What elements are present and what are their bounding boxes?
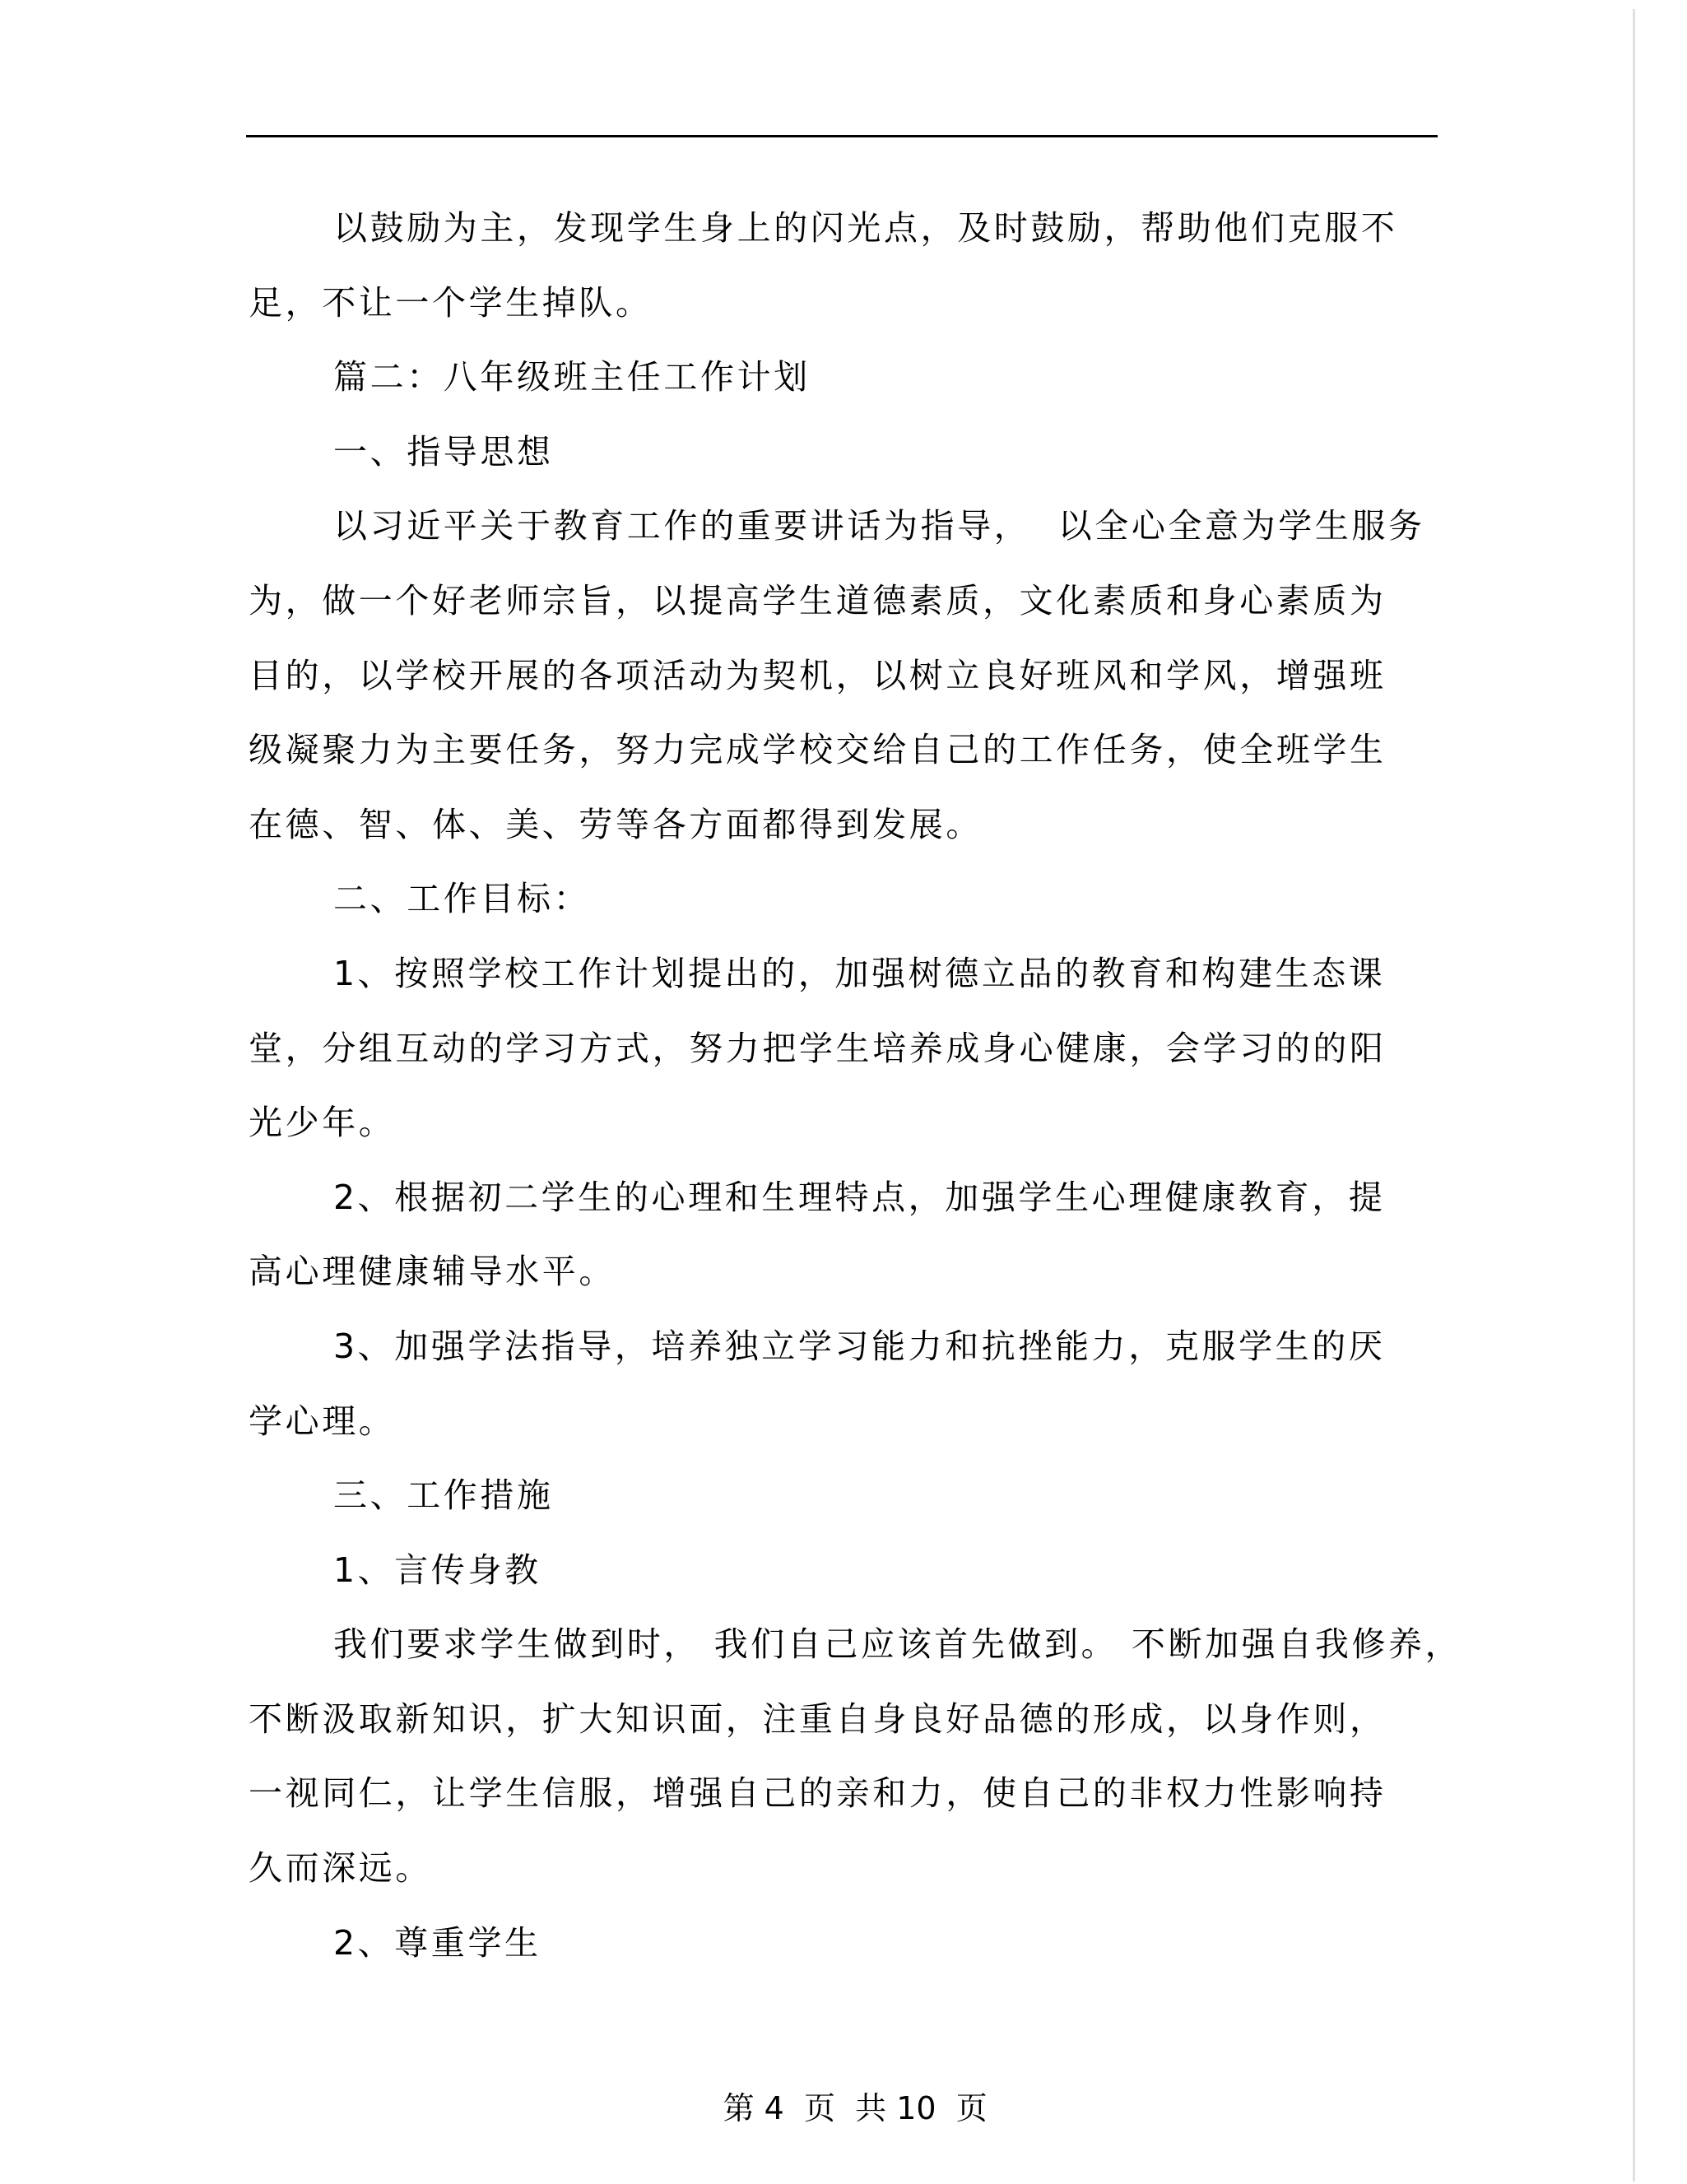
heading-guiding-ideology: 一、指导思想 xyxy=(333,431,554,472)
paragraph-line: 我们要求学生做到时， 我们自己应该首先做到。 不断加强自我修养， xyxy=(333,1624,1462,1665)
list-item-line: 2、根据初二学生的心理和生理特点，加强学生心理健康教育，提 xyxy=(333,1177,1386,1217)
section-title: 篇二：八年级班主任工作计划 xyxy=(333,357,811,397)
paragraph-line: 为，做一个好老师宗旨，以提高学生道德素质，文化素质和身心素质为 xyxy=(249,580,1387,620)
list-item-line: 学心理。 xyxy=(249,1401,396,1441)
heading-work-measures: 三、工作措施 xyxy=(333,1475,554,1516)
paragraph-line: 久而深远。 xyxy=(249,1848,432,1889)
paragraph-line: 级凝聚力为主要任务，努力完成学校交给自己的工作任务，使全班学生 xyxy=(249,730,1387,770)
list-item-line: 1、按照学校工作计划提出的，加强树德立品的教育和构建生态课 xyxy=(333,953,1386,993)
page-footer xyxy=(0,2044,1687,2172)
subheading-lead-by-example: 1、言传身教 xyxy=(333,1550,541,1590)
list-item-line: 堂，分组互动的学习方式，努力把学生培养成身心健康，会学习的的阳 xyxy=(249,1028,1387,1068)
document-body xyxy=(249,201,1462,1990)
paragraph-line: 在德、智、体、美、劳等各方面都得到发展。 xyxy=(249,804,983,844)
paragraph-line: 以鼓励为主，发现学生身上的闪光点，及时鼓励，帮助他们克服不 xyxy=(333,208,1398,248)
paragraph-line: 足，不让一个学生掉队。 xyxy=(249,282,653,323)
page-edge-divider xyxy=(1633,9,1635,2182)
header-rule xyxy=(246,135,1438,137)
paragraph-line: 以习近平关于教育工作的重要讲话为指导， 以全心全意为学生服务 xyxy=(333,506,1425,546)
paragraph-line: 不断汲取新知识，扩大知识面，注重自身良好品德的形成，以身作则， xyxy=(249,1698,1387,1739)
page-number-label: 第 4 页 共 10 页 xyxy=(723,2090,988,2126)
list-item-line: 3、加强学法指导，培养独立学习能力和抗挫能力，克服学生的厌 xyxy=(333,1326,1386,1366)
paragraph-line: 一视同仁，让学生信服，增强自己的亲和力，使自己的非权力性影响持 xyxy=(249,1773,1387,1814)
list-item-line: 高心理健康辅导水平。 xyxy=(249,1252,616,1292)
subheading-respect-students: 2、尊重学生 xyxy=(333,1922,541,1963)
list-item-line: 光少年。 xyxy=(249,1103,396,1143)
paragraph-line: 目的，以学校开展的各项活动为契机，以树立良好班风和学风，增强班 xyxy=(249,655,1387,695)
heading-work-goals: 二、工作目标： xyxy=(333,879,591,919)
